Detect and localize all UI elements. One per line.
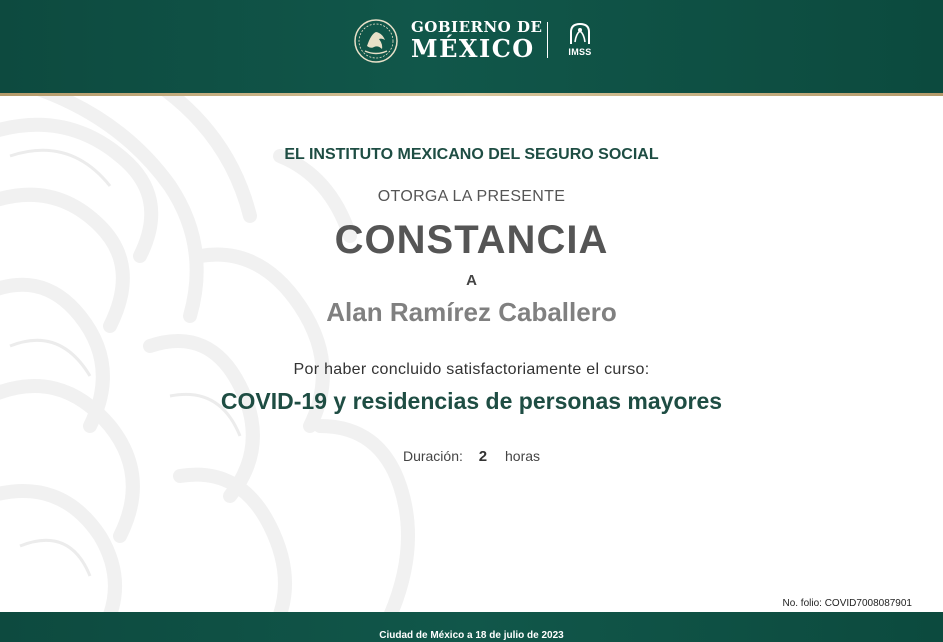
logo-divider: [547, 22, 548, 58]
gold-divider-line: [0, 93, 943, 96]
place-date: Ciudad de México a 18 de julio de 2023: [379, 630, 564, 641]
institute-name: EL INSTITUTO MEXICANO DEL SEGURO SOCIAL: [284, 146, 659, 163]
grants-text: OTORGA LA PRESENTE: [377, 188, 566, 205]
to-letter: A: [466, 272, 477, 289]
imss-logo-icon: [567, 22, 593, 46]
duration-value: 2: [478, 448, 488, 465]
gov-line1: GOBIERNO DE: [411, 18, 543, 36]
duration-label: Duración:: [402, 448, 463, 464]
imss-label: IMSS: [568, 47, 592, 57]
duration-line: [0, 448, 943, 465]
course-name: COVID-19 y residencias de personas mayores: [220, 388, 723, 414]
imss-logo: [563, 22, 597, 60]
national-seal-icon: [349, 18, 403, 64]
folio-number: No. folio: COVID7008087901: [782, 598, 912, 609]
watermark-pattern: [0, 96, 520, 612]
gobierno-mexico-logo: [411, 20, 542, 61]
header-banner: [0, 0, 943, 93]
reason-text: Por haber concluido satisfactoriamente el curso:: [293, 361, 650, 378]
recipient-name: Alan Ramírez Caballero: [326, 297, 617, 327]
footer-banner: [0, 612, 943, 642]
duration-unit: horas: [505, 448, 541, 464]
certificate-title: CONSTANCIA: [334, 218, 609, 262]
gov-line2: MÉXICO: [411, 34, 535, 63]
